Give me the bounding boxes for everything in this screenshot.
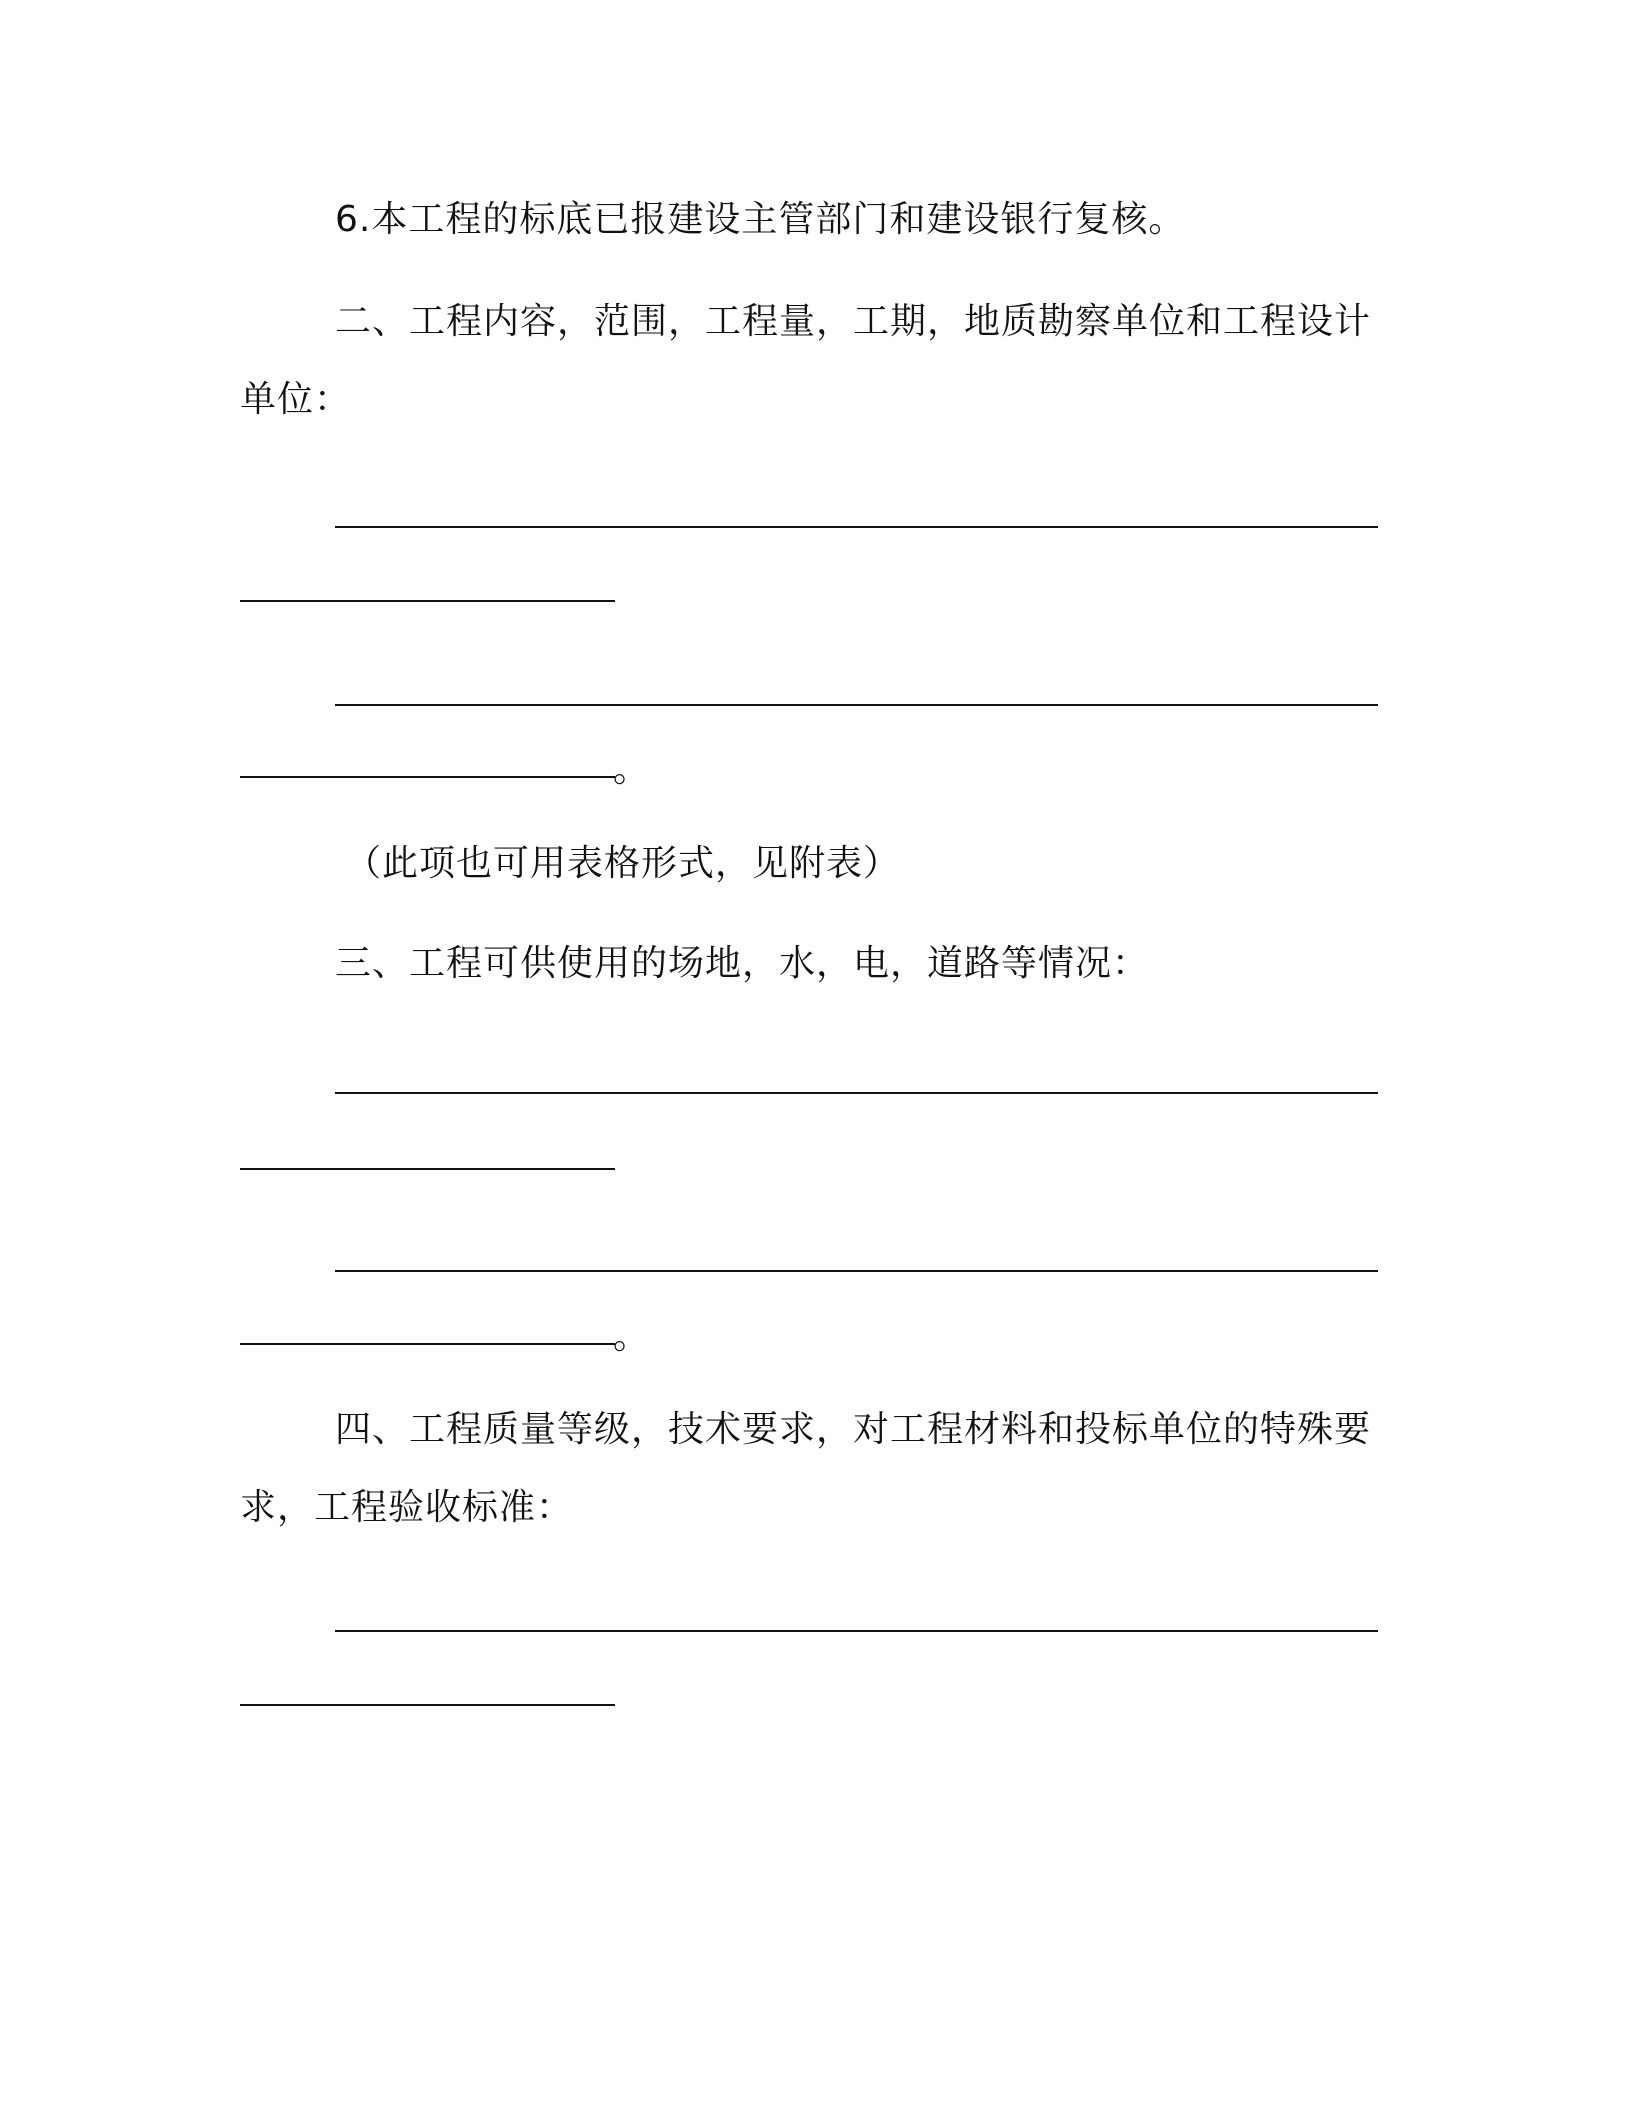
paragraph-6: 6.本工程的标底已报建设主管部门和建设银行复核。 bbox=[335, 199, 1186, 240]
note-table-form: （此项也可用表格形式，见附表） bbox=[345, 843, 901, 884]
fill-line bbox=[335, 704, 1378, 706]
fill-line bbox=[335, 1270, 1378, 1272]
section-2-heading-line-2: 单位： bbox=[240, 379, 352, 420]
fill-period: 。 bbox=[613, 1316, 650, 1357]
fill-line bbox=[335, 1092, 1378, 1094]
fill-period: 。 bbox=[613, 749, 650, 790]
fill-line bbox=[240, 1168, 615, 1170]
fill-line bbox=[240, 600, 615, 602]
section-2-heading-line-1: 二、工程内容，范围，工程量，工期，地质勘察单位和工程设计 bbox=[335, 301, 1372, 342]
section-4-heading-line-1: 四、工程质量等级，技术要求，对工程材料和投标单位的特殊要 bbox=[335, 1409, 1372, 1450]
fill-line bbox=[335, 526, 1378, 528]
fill-line bbox=[240, 1343, 615, 1345]
fill-line bbox=[240, 776, 615, 778]
section-4-heading-line-2: 求，工程验收标准： bbox=[240, 1487, 574, 1528]
fill-line bbox=[240, 1704, 615, 1706]
fill-line bbox=[335, 1630, 1378, 1632]
section-3-heading: 三、工程可供使用的场地，水，电，道路等情况： bbox=[335, 943, 1150, 984]
